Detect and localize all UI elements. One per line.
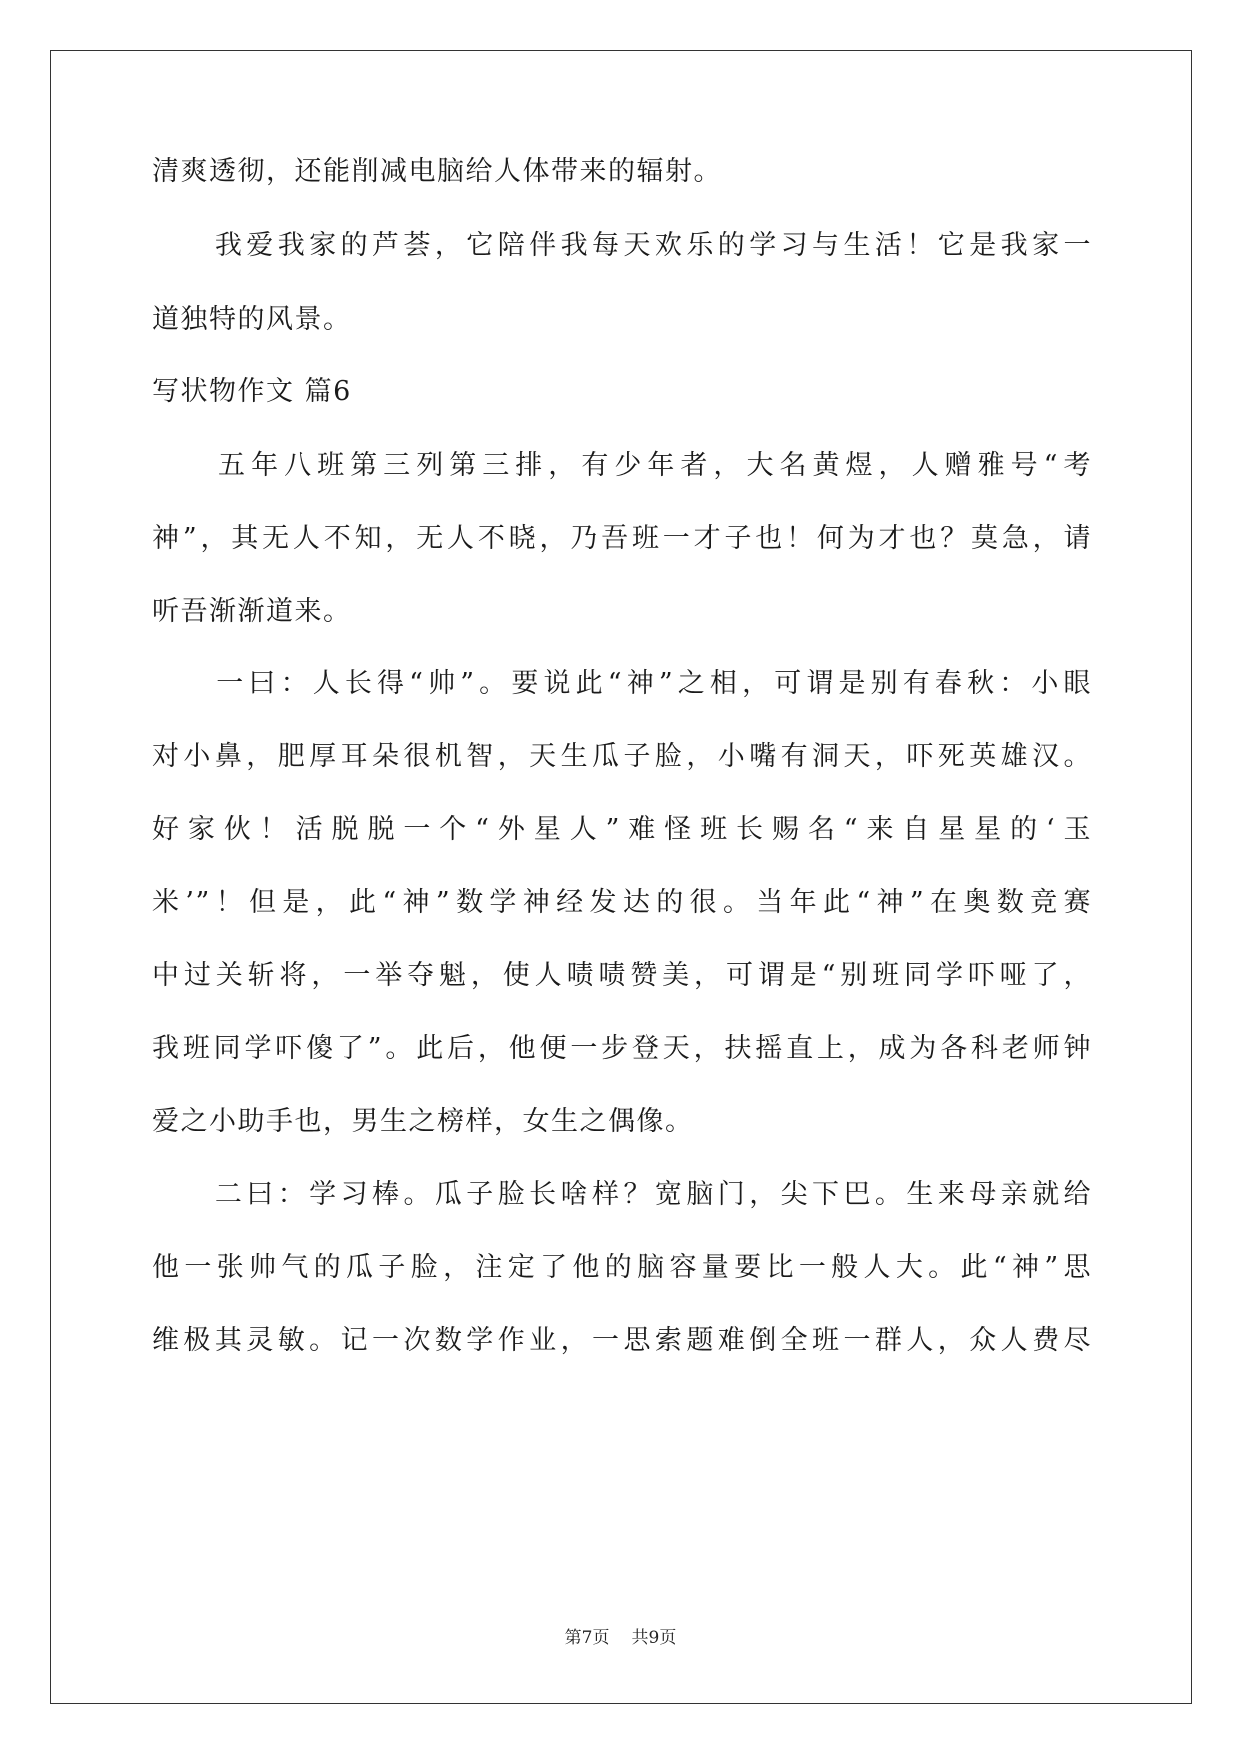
- page-total: 共9页: [631, 1628, 677, 1648]
- text-line: 清爽透彻，还能削减电脑给人体带来的辐射。: [152, 156, 722, 187]
- text-line: 我班同学吓傻了”。此后，他便一步登天，扶摇直上，成为各科老师钟: [152, 1033, 1092, 1064]
- text-line: 二曰：学习棒。瓜子脸长啥样？宽脑门，尖下巴。生来母亲就给: [152, 1179, 1092, 1210]
- text-line: 好家伙！活脱脱一个“外星人”难怪班长赐名“来自星星的‘玉: [152, 814, 1092, 845]
- text-line: 五年八班第三列第三排，有少年者，大名黄煜，人赠雅号“考: [152, 450, 1092, 481]
- text-line: 神”，其无人不知，无人不晓，乃吾班一才子也！何为才也？莫急，请: [152, 523, 1092, 554]
- page-border: [50, 50, 1192, 1704]
- text-line: 米’”！但是，此“神”数学神经发达的很。当年此“神”在奥数竞赛: [152, 887, 1092, 918]
- text-line: 爱之小助手也，男生之榜样，女生之偶像。: [152, 1106, 694, 1137]
- text-line: 听吾渐渐道来。: [152, 596, 352, 627]
- page-footer: [0, 1626, 1241, 1650]
- text-line: 我爱我家的芦荟，它陪伴我每天欢乐的学习与生活！它是我家一: [152, 230, 1092, 261]
- text-line: 中过关斩将，一举夺魁，使人啧啧赞美，可谓是“别班同学吓哑了，: [152, 960, 1092, 991]
- text-line: 道独特的风景。: [152, 304, 352, 335]
- text-line: 他一张帅气的瓜子脸，注定了他的脑容量要比一般人大。此“神”思: [152, 1252, 1092, 1283]
- section-heading: 写状物作文 篇6: [152, 376, 352, 407]
- text-line: 维极其灵敏。记一次数学作业，一思索题难倒全班一群人，众人费尽: [152, 1325, 1092, 1356]
- text-line: 一曰：人长得“帅”。要说此“神”之相，可谓是别有春秋：小眼: [152, 668, 1092, 699]
- page-number: 第7页: [564, 1628, 610, 1648]
- text-line: 对小鼻，肥厚耳朵很机智，天生瓜子脸，小嘴有洞天，吓死英雄汉。: [152, 741, 1092, 772]
